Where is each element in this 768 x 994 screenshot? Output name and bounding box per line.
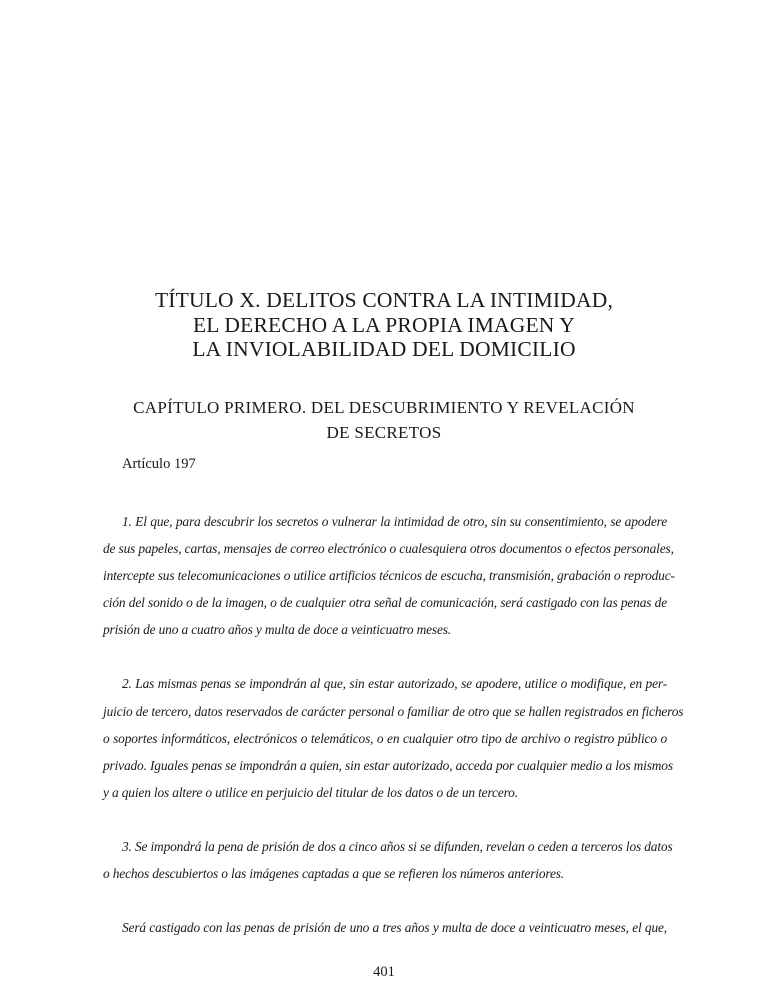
title-line: TÍTULO X. DELITOS CONTRA LA INTIMIDAD,: [154, 288, 614, 312]
text-line: 3. Se impondrá la pena de prisión de dos a cinco años si se difunden, revelan o ceden a terceros los datos: [122, 838, 673, 854]
text-line: Será castigado con las penas de prisión de uno a tres años y multa de doce a veinticuatro meses, el que,: [122, 920, 667, 936]
paragraph-2: [103, 673, 684, 808]
text-line: y a quien los altere o utilice en perjuicio del titular de los datos o de un tercero.: [103, 784, 518, 800]
text-line: prisión de uno a cuatro años y multa de doce a veinticuatro meses.: [103, 622, 451, 638]
title-line: EL DERECHO A LA PROPIA IMAGEN Y: [192, 312, 576, 337]
paragraph-1: [103, 511, 675, 646]
text-line: juicio de tercero, datos reservados de carácter personal o familiar de otro que se hallen registrados en ficheros: [103, 703, 684, 719]
page-number: 401: [373, 964, 395, 980]
title-heading: [0, 288, 768, 362]
article-body: [103, 511, 684, 944]
article-heading: Artículo 197: [122, 456, 196, 472]
text-line: ción del sonido o de la imagen, o de cualquier otra señal de comunicación, será castigado con las penas de: [103, 595, 667, 611]
text-line: intercepte sus telecomunicaciones o utilice artificios técnicos de escucha, transmisión, grabación o reproduc-: [103, 568, 675, 584]
text-line: o hechos descubiertos o las imágenes captadas a que se refieren los números anteriores.: [103, 866, 565, 882]
text-line: privado. Iguales penas se impondrán a quien, sin estar autorizado, acceda por cualquier medio a los mismos: [103, 757, 673, 773]
chapter-line: CAPÍTULO PRIMERO. DEL DESCUBRIMIENTO Y REVELACIÓN: [133, 398, 635, 417]
text-line: 2. Las mismas penas se impondrán al que, sin estar autorizado, se apodere, utilice o modifique, en per-: [122, 676, 667, 692]
text-line: 1. El que, para descubrir los secretos o vulnerar la intimidad de otro, sin su consentimiento, se apodere: [122, 514, 667, 529]
paragraph-3: [103, 836, 673, 890]
paragraph-4: [103, 917, 667, 944]
chapter-heading: [0, 395, 768, 445]
title-line: LA INVIOLABILIDAD DEL DOMICILIO: [192, 337, 576, 361]
text-line: de sus papeles, cartas, mensajes de correo electrónico o cualesquiera otros documentos o efectos personales,: [103, 541, 674, 557]
chapter-line: DE SECRETOS: [326, 423, 442, 442]
text-line: o soportes informáticos, electrónicos o telemáticos, o en cualquier otro tipo de archivo o registro público o: [103, 730, 667, 746]
